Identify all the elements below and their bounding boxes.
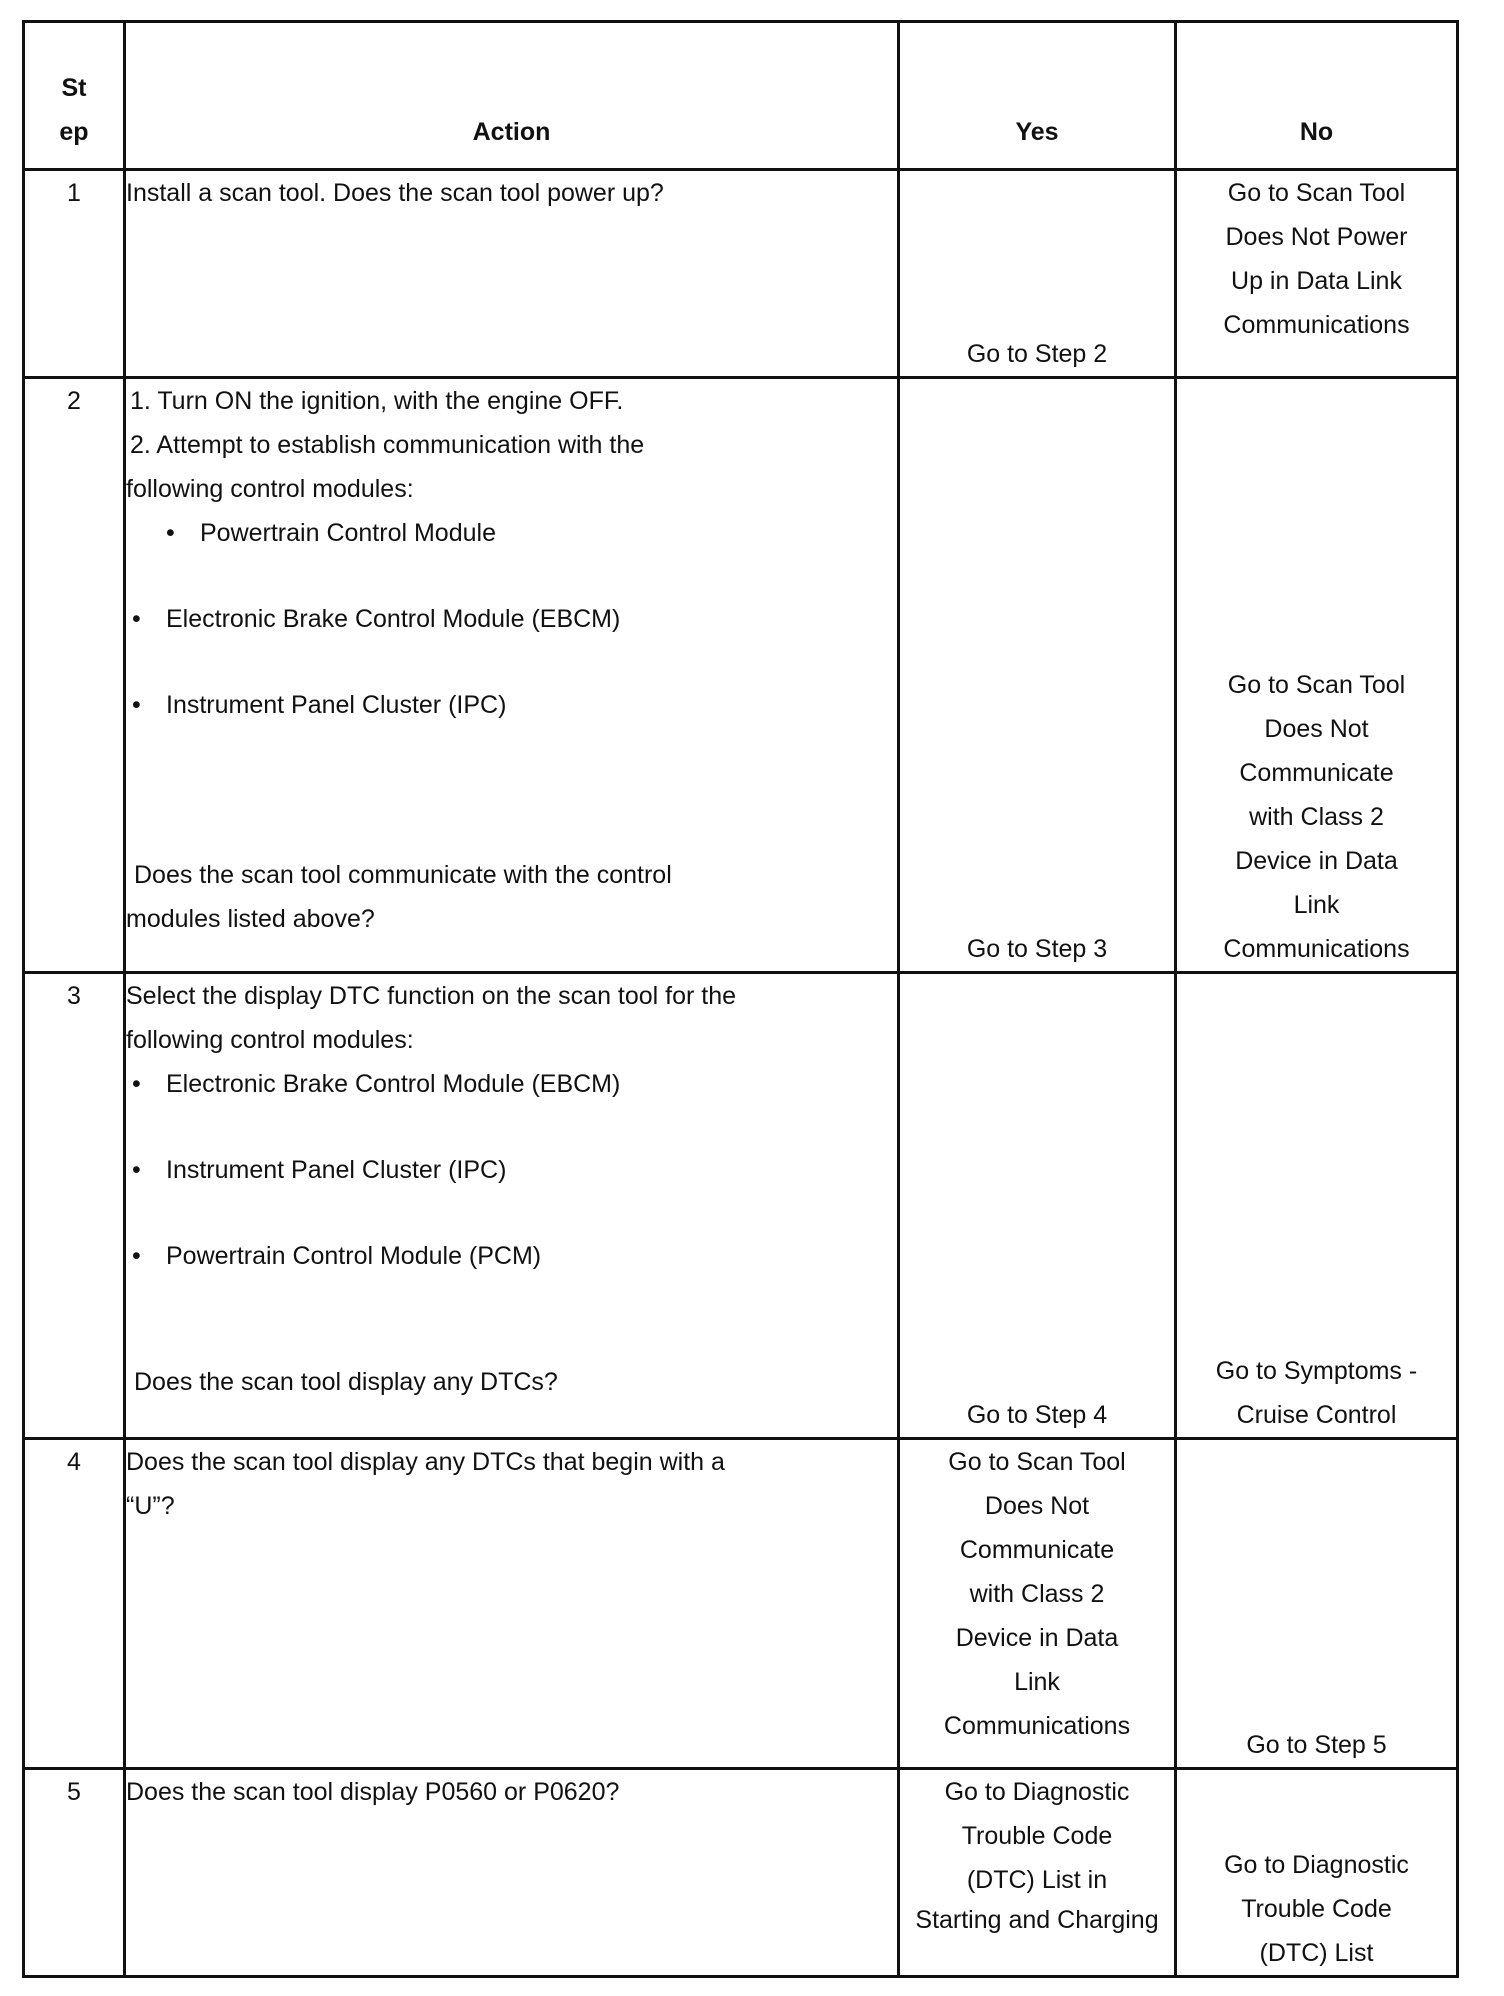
bullet-text: Powertrain Control Module bbox=[200, 519, 496, 547]
header-action: Action bbox=[125, 22, 899, 170]
header-no: No bbox=[1176, 22, 1458, 170]
no-text-line: Go to Diagnostic bbox=[1224, 1851, 1409, 1879]
table-row-step-5 bbox=[24, 1769, 1458, 1977]
yes-text-line: Does Not bbox=[984, 1492, 1090, 1520]
no-text-line: Does Not bbox=[1264, 715, 1369, 743]
no-text-line: Up in Data Link bbox=[1231, 267, 1402, 295]
action-text: Install a scan tool. Does the scan tool power up? bbox=[126, 179, 664, 207]
yes-text-line: Go to Diagnostic bbox=[944, 1778, 1130, 1806]
action-cell bbox=[125, 170, 899, 378]
no-text-line: with Class 2 bbox=[1249, 803, 1384, 831]
no-text-line: Link bbox=[1293, 891, 1340, 919]
bullet-text: Electronic Brake Control Module (EBCM) bbox=[166, 1070, 621, 1098]
bullet-item bbox=[126, 511, 897, 555]
yes-text-line: Starting and Charging bbox=[915, 1906, 1159, 1934]
bullet-item bbox=[126, 1234, 897, 1278]
header-row bbox=[24, 22, 1458, 170]
no-text-line: (DTC) List bbox=[1259, 1939, 1374, 1967]
bullet-item bbox=[126, 597, 897, 641]
yes-cell bbox=[899, 1769, 1176, 1977]
yes-text-line: Link bbox=[1014, 1668, 1060, 1696]
no-text: Go to Step 5 bbox=[1246, 1731, 1387, 1759]
step-number: 5 bbox=[24, 1769, 125, 1977]
bullet-text: Instrument Panel Cluster (IPC) bbox=[166, 691, 507, 719]
numbered-step: 2. Attempt to establish communication with the bbox=[130, 431, 645, 459]
action-cell bbox=[125, 1769, 899, 1977]
diagnostic-table bbox=[22, 20, 1459, 1978]
yes-cell bbox=[899, 170, 1176, 378]
action-cell bbox=[125, 378, 899, 973]
action-text: following control modules: bbox=[126, 475, 414, 503]
table-row-step-3 bbox=[24, 973, 1458, 1439]
header-step-line1: St bbox=[61, 74, 87, 102]
yes-text-line: Trouble Code bbox=[961, 1822, 1113, 1850]
action-text: Does the scan tool display any DTCs that begin with a bbox=[126, 1448, 725, 1476]
no-cell bbox=[1176, 170, 1458, 378]
yes-cell bbox=[899, 378, 1176, 973]
yes-text-line: (DTC) List in bbox=[966, 1866, 1108, 1894]
bullet-dot: • bbox=[132, 605, 141, 633]
action-cell bbox=[125, 1439, 899, 1769]
question-text: modules listed above? bbox=[126, 905, 375, 933]
bullet-dot: • bbox=[132, 1070, 141, 1098]
numbered-step: 1. Turn ON the ignition, with the engine OFF. bbox=[130, 387, 624, 415]
yes-text-line: Communicate bbox=[959, 1536, 1115, 1564]
header-step-line2: ep bbox=[59, 118, 89, 146]
yes-text: Go to Step 4 bbox=[966, 1401, 1108, 1429]
table-row-step-2 bbox=[24, 378, 1458, 973]
header-yes: Yes bbox=[899, 22, 1176, 170]
bullet-item bbox=[126, 1062, 897, 1106]
step-number: 1 bbox=[24, 170, 125, 378]
bullet-text: Powertrain Control Module (PCM) bbox=[166, 1242, 542, 1270]
yes-cell bbox=[899, 1439, 1176, 1769]
bullet-dot: • bbox=[166, 519, 175, 547]
yes-text: Go to Step 2 bbox=[966, 340, 1108, 368]
action-cell bbox=[125, 973, 899, 1439]
bullet-text: Electronic Brake Control Module (EBCM) bbox=[166, 605, 621, 633]
table-row-step-1 bbox=[24, 170, 1458, 378]
action-text: Does the scan tool display P0560 or P0620? bbox=[126, 1778, 620, 1806]
yes-text-line: Go to Scan Tool bbox=[948, 1448, 1126, 1476]
no-cell bbox=[1176, 1769, 1458, 1977]
no-text-line: Communications bbox=[1223, 935, 1410, 963]
no-text-line: Trouble Code bbox=[1241, 1895, 1392, 1923]
bullet-dot: • bbox=[132, 691, 141, 719]
no-text-line: Device in Data bbox=[1235, 847, 1398, 875]
yes-text-line: Communications bbox=[943, 1712, 1131, 1740]
step-number: 2 bbox=[24, 378, 125, 973]
no-cell bbox=[1176, 973, 1458, 1439]
yes-text-line: with Class 2 bbox=[969, 1580, 1105, 1608]
no-text-line: Communicate bbox=[1239, 759, 1394, 787]
question-text: Does the scan tool display any DTCs? bbox=[134, 1368, 558, 1396]
bullet-dot: • bbox=[132, 1156, 141, 1184]
no-cell bbox=[1176, 378, 1458, 973]
header-step bbox=[24, 22, 125, 170]
no-text-line: Communications bbox=[1223, 311, 1410, 339]
bullet-text: Instrument Panel Cluster (IPC) bbox=[166, 1156, 507, 1184]
no-text-line: Does Not Power bbox=[1225, 223, 1408, 251]
no-text-line: Go to Scan Tool bbox=[1227, 671, 1406, 699]
no-text-line: Cruise Control bbox=[1236, 1401, 1397, 1429]
step-number: 3 bbox=[24, 973, 125, 1439]
question-text: Does the scan tool communicate with the control bbox=[134, 861, 672, 889]
yes-text-line: Device in Data bbox=[955, 1624, 1119, 1652]
action-text: following control modules: bbox=[126, 1026, 414, 1054]
action-text: “U”? bbox=[126, 1492, 175, 1520]
no-text-line: Go to Symptoms - bbox=[1215, 1357, 1418, 1385]
no-cell bbox=[1176, 1439, 1458, 1769]
bullet-item bbox=[126, 1148, 897, 1192]
table-row-step-4 bbox=[24, 1439, 1458, 1769]
bullet-dot: • bbox=[132, 1242, 141, 1270]
no-text-line: Go to Scan Tool bbox=[1227, 179, 1406, 207]
action-text: Select the display DTC function on the scan tool for the bbox=[126, 982, 737, 1010]
yes-text: Go to Step 3 bbox=[966, 935, 1108, 963]
bullet-item bbox=[126, 683, 897, 727]
step-number: 4 bbox=[24, 1439, 125, 1769]
yes-cell bbox=[899, 973, 1176, 1439]
